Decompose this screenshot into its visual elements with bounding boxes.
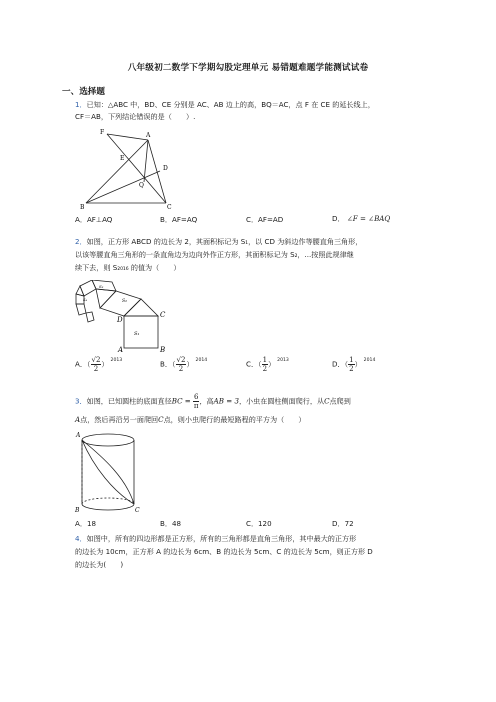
q1-option-d: D． ∠F = ∠BAQ: [332, 214, 391, 223]
q1-label-C: C: [167, 204, 172, 210]
q3-option-a: A．18: [75, 519, 96, 528]
q1-label-Q: Q: [139, 182, 144, 189]
q2-line2: [75, 249, 354, 260]
q1-text-1: 已知：△ABC 中，BD、CE 分别是 AC、AB 边上的高，BQ＝AC，点 F 在 CE 的延长线上，: [86, 100, 375, 109]
q4-line3: [75, 559, 123, 570]
q3-option-c: C．120: [246, 519, 272, 528]
q4-text-1: 如图中，所有的四边形都是正方形，所有的三角形都是直角三角形，其中最大的正方形: [86, 534, 357, 543]
q2-text-2: 以该等腰直角三角形的一条直角边为边向外作正方形，其面积标记为 S₂，...按照此规律继: [75, 250, 354, 259]
q3-label-C: C: [135, 507, 140, 514]
q2-label-S3: S₃: [99, 284, 104, 289]
q3-label-A: A: [76, 432, 81, 439]
q2-option-c: C．（ $\frac{1}{2}$ ） $^{2013}$: [246, 356, 289, 373]
q1-number: 1．: [75, 100, 87, 109]
q3-option-d: D．72: [332, 519, 354, 528]
q1-label-A: A: [146, 132, 151, 139]
q4-text-2: 的边长为 10cm，正方形 A 的边长为 6cm、B 的边长为 5cm、C 的边长为 5cm，则正方形 D: [75, 547, 373, 556]
q3-label-B: B: [75, 507, 80, 514]
q3-cylinder-figure: [74, 428, 144, 516]
q1-text-2: CF＝AB，下列结论错误的是（ ）.: [75, 112, 196, 121]
q2-label-A: A: [118, 346, 124, 354]
q2-option-b: B．（ $\frac{√2}{2}$ ） $^{2014}$: [160, 356, 208, 373]
q2-text-1: 如图，正方形 ABCD 的边长为 2，其面积标记为 S₁，以 CD 为斜边作等腰直角三角形，: [86, 237, 363, 246]
q1-triangle-figure: [80, 124, 190, 210]
q2-option-a: A．（ $\frac{√2}{2}$ ） $^{2013}$: [75, 356, 123, 373]
q1-option-c: C．AF=AD: [246, 215, 284, 224]
q4-text-3: 的边长为( ): [75, 560, 124, 569]
q2-squares-figure: [74, 280, 184, 354]
q3-line1: 3．如图，已知圆柱的底面直径BC = $\frac{6}{\pi}$ ，高AB = 3，小虫在圆柱侧面爬行，从C点爬到: [75, 393, 351, 410]
q2-option-d: D．（ $\frac{1}{2}$ ） $^{2014}$: [332, 356, 376, 373]
document-title: 八年级初二数学下学期勾股定理单元 易错题难题学能测试试卷: [127, 63, 369, 73]
q2-label-S2: S₂: [122, 299, 127, 304]
q2-text-3: 续下去，则 S₂₀₁₆ 的值为（ ）: [75, 263, 181, 272]
q2-label-B: B: [160, 346, 166, 354]
q1-line1: [75, 99, 375, 110]
q1-option-a: A．AF⊥AQ: [75, 215, 113, 224]
q4-line2: [75, 546, 373, 557]
q3-line2: A点，然后再沿另一面爬回C点，则小虫爬行的最短路程的平方为（ ）: [75, 415, 306, 424]
q1-label-D: D: [163, 165, 168, 172]
q1-option-b: B．AF=AQ: [160, 215, 198, 224]
q2-label-S4: S₄: [83, 298, 87, 302]
q2-label-C: C: [160, 311, 166, 319]
q2-label-S1: S₁: [134, 331, 140, 337]
q4-number: 4．: [75, 534, 87, 543]
q2-line3: [75, 262, 181, 273]
q3-option-b: B．48: [160, 519, 181, 528]
q2-number: 2．: [75, 237, 87, 246]
q4-line1: [75, 533, 356, 544]
q1-label-F: F: [100, 129, 105, 136]
q1-label-E: E: [120, 155, 125, 162]
section-heading: 一、选择题: [62, 87, 105, 97]
q1-line2: [75, 111, 195, 122]
q1-label-B: B: [80, 204, 85, 210]
q2-line1: [75, 236, 362, 247]
q2-label-D: D: [117, 316, 123, 324]
